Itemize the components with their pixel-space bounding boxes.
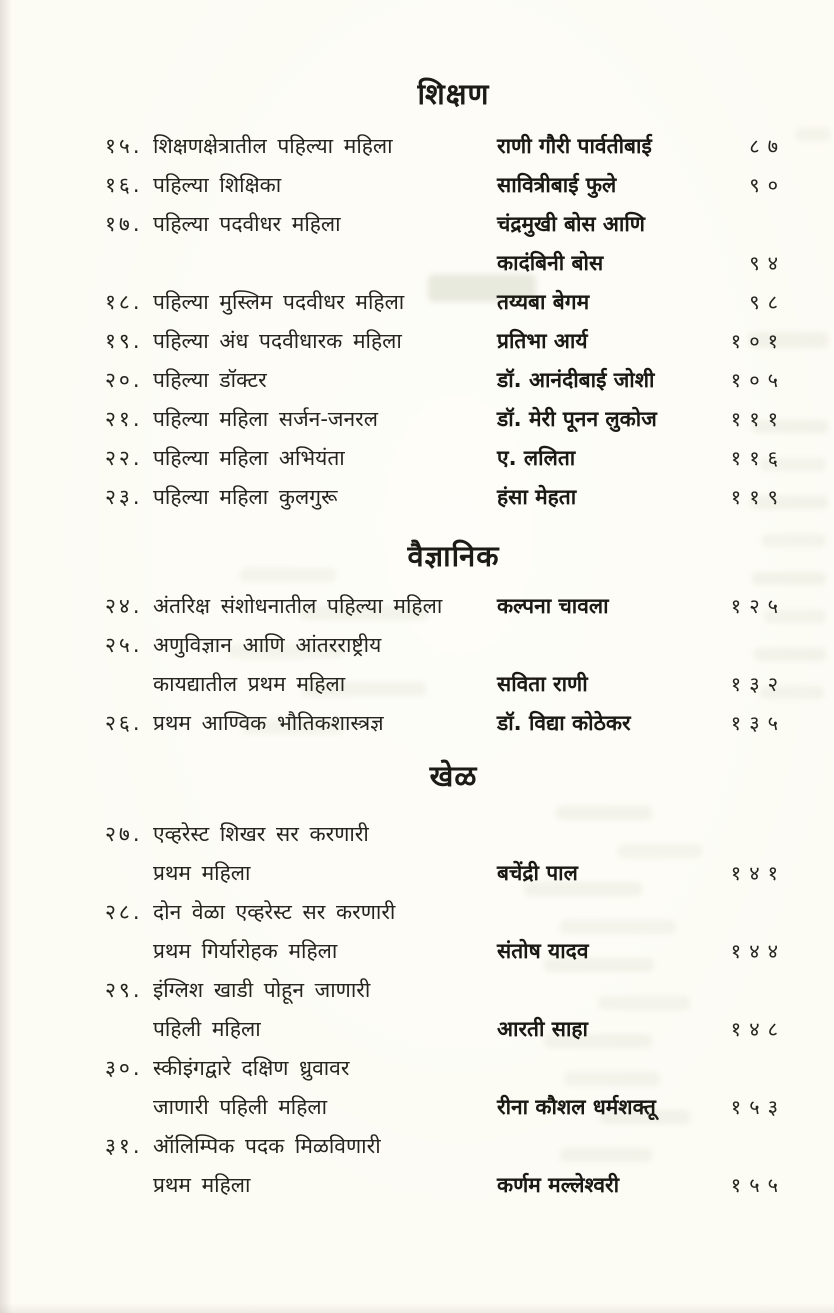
section-rows: [105, 814, 786, 1204]
entry-name: कर्णम मल्लेश्वरी: [497, 1172, 620, 1197]
entry-name: राणी गौरी पार्वतीबाई: [497, 133, 652, 158]
entry-title: इंग्लिश खाडी पोहून जाणारी: [153, 977, 371, 1002]
table-of-contents: [105, 74, 786, 1204]
entry-title: पहिली महिला: [153, 1016, 261, 1041]
toc-entry-row: [105, 703, 786, 742]
entry-title: पहिल्या मुस्लिम पदवीधर महिला: [153, 289, 405, 314]
entry-number: २०.: [105, 367, 143, 392]
entry-title: कायद्यातील प्रथम महिला: [153, 671, 346, 696]
toc-entry-row: [105, 360, 786, 399]
toc-section: [105, 536, 786, 742]
entry-page-number: १५३: [730, 1095, 786, 1119]
entry-title: पहिल्या शिक्षिका: [153, 172, 282, 197]
entry-title: पहिल्या महिला अभियंता: [153, 445, 345, 470]
entry-page-number: १५५: [730, 1173, 786, 1197]
entry-number: २७.: [105, 821, 143, 846]
entry-number: २२.: [105, 445, 143, 470]
entry-number: २९.: [105, 977, 143, 1002]
toc-entry-row: [105, 625, 778, 664]
toc-entry-row: [105, 853, 786, 892]
entry-name: डॉ. विद्या कोठेकर: [497, 710, 631, 735]
entry-title: पहिल्या डॉक्टर: [153, 367, 267, 392]
entry-name: कादंबिनी बोस: [497, 250, 604, 275]
toc-entry-row: [105, 399, 786, 438]
entry-number: १८.: [105, 289, 143, 314]
entry-page-number: ११६: [730, 446, 786, 470]
toc-entry-row: [105, 664, 786, 703]
entry-page-number: ९०: [749, 173, 786, 197]
entry-title: ऑलिम्पिक पदक मिळविणारी: [153, 1133, 381, 1158]
entry-name: तय्यबा बेगम: [497, 289, 590, 314]
entry-page-number: ८७: [749, 134, 786, 158]
toc-entry-row: [105, 204, 778, 243]
toc-entry-row: [105, 1126, 778, 1165]
entry-page-number: १३५: [730, 711, 786, 735]
entry-number: २४.: [105, 593, 143, 618]
entry-name: चंद्रमुखी बोस आणि: [497, 211, 645, 236]
entry-page-number: ९४: [749, 251, 786, 275]
entry-page-number: १२५: [730, 594, 786, 618]
entry-page-number: १११: [730, 407, 786, 431]
section-heading: खेळ: [429, 759, 478, 793]
toc-entry-row: [105, 282, 786, 321]
entry-title: पहिल्या महिला सर्जन-जनरल: [153, 406, 378, 431]
toc-entry-row: [105, 477, 786, 516]
entry-title: एव्हरेस्ट शिखर सर करणारी: [153, 821, 369, 846]
entry-number: ३०.: [105, 1055, 143, 1080]
toc-entry-row: [105, 126, 786, 165]
entry-page-number: १०१: [730, 329, 786, 353]
entry-name: डॉ. आनंदीबाई जोशी: [497, 367, 655, 392]
entry-name: सविता राणी: [497, 671, 588, 696]
entry-name: सावित्रीबाई फुले: [497, 172, 617, 197]
entry-title: प्रथम आण्विक भौतिकशास्त्रज्ञ: [153, 710, 384, 735]
entry-name: रीना कौशल धर्मशक्तू: [497, 1094, 656, 1119]
page-bottom-shadow: [0, 1303, 834, 1313]
toc-entry-row: [105, 1087, 786, 1126]
entry-page-number: १४४: [730, 939, 786, 963]
entry-number: २३.: [105, 484, 143, 509]
toc-entry-row: [105, 1165, 786, 1204]
entry-title: प्रथम महिला: [153, 1172, 251, 1197]
entry-page-number: १०५: [730, 368, 786, 392]
entry-name: हंसा मेहता: [497, 484, 577, 509]
section-rows: [105, 126, 786, 516]
entry-title: जाणारी पहिली महिला: [153, 1094, 328, 1119]
entry-name: संतोष यादव: [497, 938, 589, 963]
toc-entry-row: [105, 165, 786, 204]
entry-number: १९.: [105, 328, 143, 353]
toc-section: [105, 74, 786, 516]
entry-title: पहिल्या अंध पदवीधारक महिला: [153, 328, 402, 353]
entry-page-number: १३२: [730, 672, 786, 696]
entry-title: अंतरिक्ष संशोधनातील पहिल्या महिला: [153, 593, 443, 618]
entry-title: अणुविज्ञान आणि आंतरराष्ट्रीय: [153, 632, 382, 657]
toc-entry-row: [105, 438, 786, 477]
entry-name: कल्पना चावला: [497, 593, 609, 618]
toc-entry-row: [105, 586, 786, 625]
toc-entry-row: [105, 1048, 778, 1087]
entry-number: १७.: [105, 211, 143, 236]
toc-entry-row: [105, 892, 778, 931]
entry-page-number: ११९: [730, 485, 786, 509]
entry-title: प्रथम महिला: [153, 860, 251, 885]
entry-number: २६.: [105, 710, 143, 735]
entry-number: १६.: [105, 172, 143, 197]
page-edge-shadow: [0, 0, 12, 1313]
entry-number: १५.: [105, 133, 143, 158]
entry-title: पहिल्या महिला कुलगुरू: [153, 484, 338, 509]
entry-page-number: ९८: [749, 290, 786, 314]
entry-number: २१.: [105, 406, 143, 431]
entry-name: ए. ललिता: [497, 445, 576, 470]
bleed-through-artifact: [795, 128, 831, 141]
entry-title: शिक्षणक्षेत्रातील पहिल्या महिला: [153, 133, 393, 158]
toc-entry-row: [105, 931, 786, 970]
entry-title: पहिल्या पदवीधर महिला: [153, 211, 341, 236]
entry-title: स्कीइंगद्वारे दक्षिण ध्रुवावर: [153, 1055, 350, 1080]
section-heading: वैज्ञानिक: [407, 539, 500, 573]
toc-entry-row: [105, 321, 786, 360]
entry-name: प्रतिभा आर्य: [497, 328, 588, 353]
entry-page-number: १४१: [730, 861, 786, 885]
entry-title: दोन वेळा एव्हरेस्ट सर करणारी: [153, 899, 396, 924]
toc-section: [105, 756, 786, 1204]
entry-page-number: १४८: [730, 1017, 786, 1041]
entry-number: २८.: [105, 899, 143, 924]
toc-entry-row: [105, 814, 778, 853]
entry-name: बचेंद्री पाल: [497, 860, 578, 885]
entry-name: आरती साहा: [497, 1016, 588, 1041]
entry-name: डॉ. मेरी पूनन लुकोज: [497, 406, 657, 431]
section-rows: [105, 586, 786, 742]
toc-entry-row: [105, 243, 786, 282]
toc-entry-row: [105, 970, 778, 1009]
entry-number: २५.: [105, 632, 143, 657]
section-heading: शिक्षण: [417, 77, 490, 111]
entry-number: ३१.: [105, 1133, 143, 1158]
entry-title: प्रथम गिर्यारोहक महिला: [153, 938, 338, 963]
toc-entry-row: [105, 1009, 786, 1048]
